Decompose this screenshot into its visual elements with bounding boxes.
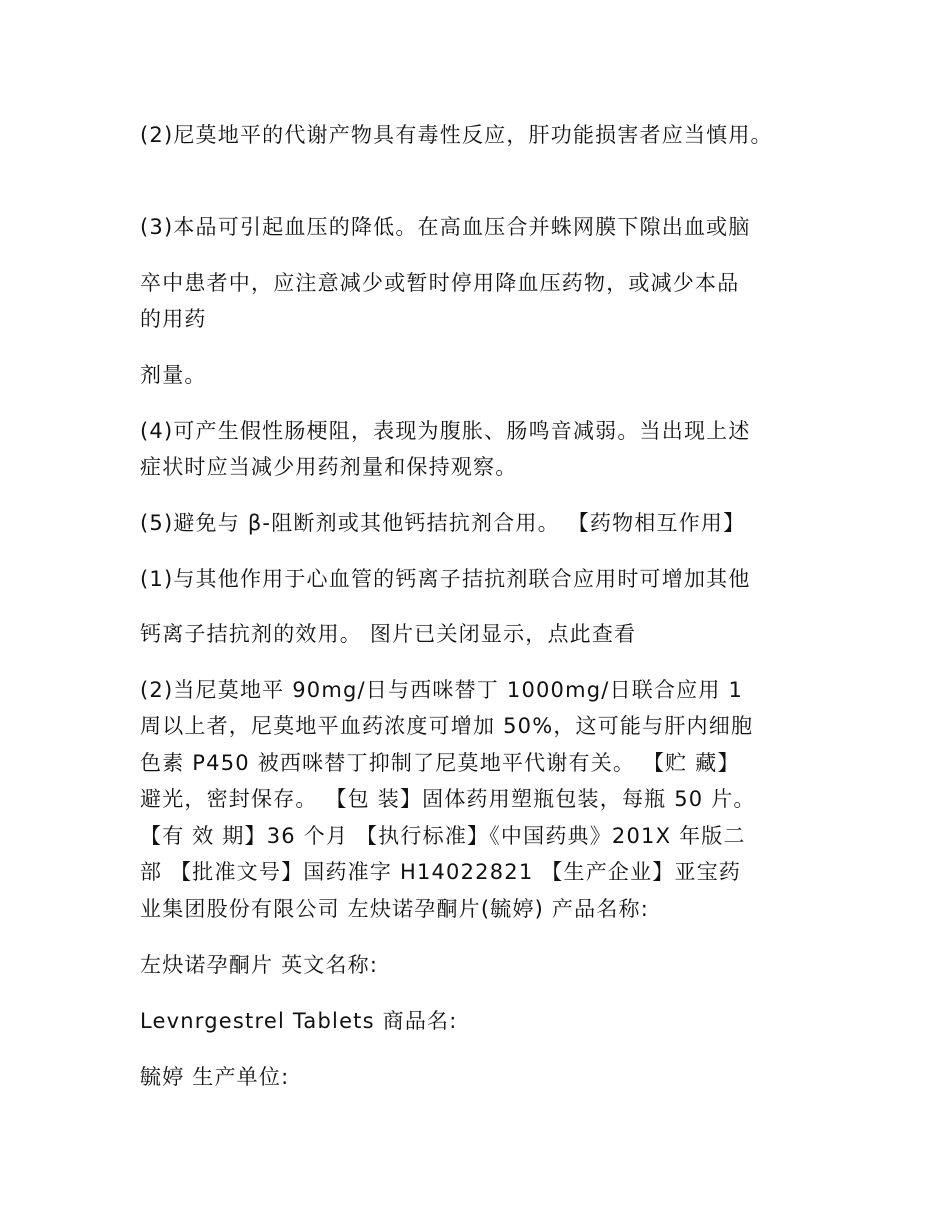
text-line: 左炔诺孕酮片 英文名称: bbox=[140, 953, 379, 977]
text-line: 症状时应当减少用药剂量和保持观察。 bbox=[140, 455, 518, 479]
text-line: (5)避免与 β-阻断剂或其他钙拮抗剂合用。 【药物相互作用】 bbox=[140, 511, 746, 535]
text-line: 剂量。 bbox=[140, 363, 207, 387]
text-line: (1)与其他作用于心血管的钙离子拮抗剂联合应用时可增加其他 bbox=[140, 567, 751, 591]
text-line: 避光，密封保存。 【包 装】固体药用塑瓶包装，每瓶 50 片。 bbox=[140, 787, 756, 811]
text-line: (2)尼莫地平的代谢产物具有毒性反应，肝功能损害者应当慎用。 bbox=[140, 123, 773, 147]
text-line: (2)当尼莫地平 90mg/日与西咪替丁 1000mg/日联合应用 1 bbox=[140, 678, 744, 702]
text-line: 色素 P450 被西咪替丁抑制了尼莫地平代谢有关。 【贮 藏】 bbox=[140, 751, 740, 775]
text-line: 的用药 bbox=[140, 307, 207, 331]
text-line: 【有 效 期】36 个月 【执行标准】《中国药典》201X 年版二 bbox=[140, 824, 746, 848]
text-line: 业集团股份有限公司 左炔诺孕酮片(毓婷) 产品名称: bbox=[140, 897, 650, 921]
text-line: 钙离子拮抗剂的效用。 图片已关闭显示，点此查看 bbox=[140, 622, 637, 646]
text-line: 周以上者，尼莫地平血药浓度可增加 50%，这可能与肝内细胞 bbox=[140, 714, 754, 738]
text-line: 部 【批准文号】国药准字 H14022821 【生产企业】亚宝药 bbox=[140, 860, 742, 884]
text-line: 卒中患者中，应注意减少或暂时停用降血压药物，或减少本品 bbox=[140, 271, 740, 295]
text-line: (3)本品可引起血压的降低。在高血压合并蛛网膜下隙出血或脑 bbox=[140, 215, 751, 239]
text-line: (4)可产生假性肠梗阻，表现为腹胀、肠鸣音减弱。当出现上述 bbox=[140, 419, 751, 443]
text-line: 毓婷 生产单位: bbox=[140, 1065, 290, 1089]
text-line: Levnrgestrel Tablets 商品名: bbox=[140, 1009, 458, 1033]
